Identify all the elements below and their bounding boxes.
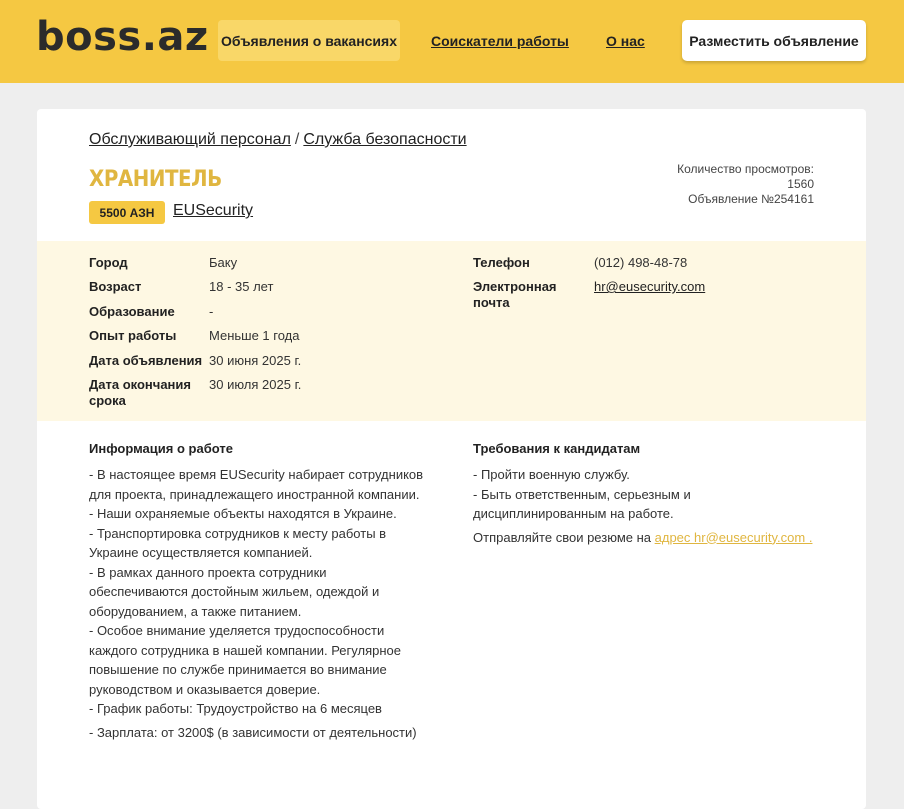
apply-email-link[interactable]: адрес hr@eusecurity.com .	[654, 529, 813, 545]
expires-label-line1: Дата окончания	[89, 377, 191, 392]
expires-label-line2: срока	[89, 393, 126, 408]
posted-label: Дата объявления	[89, 353, 203, 368]
education-value: -	[209, 304, 214, 319]
job-info-title: Информация о работе	[89, 441, 233, 456]
requirement-line: - Быть ответственным, серьезным и	[473, 486, 691, 502]
age-value: 18 - 35 лет	[209, 279, 274, 294]
info-line: оборудованием, а также питанием.	[89, 603, 302, 619]
info-line: - Транспортировка сотрудников к месту работы в	[89, 525, 387, 541]
info-line: руководством и оказывается доверие.	[89, 681, 321, 697]
email-label-line1: Электронная	[473, 279, 557, 294]
salary-badge: 5500 АЗН	[89, 201, 165, 224]
email-link[interactable]: hr@eusecurity.com	[594, 279, 706, 294]
site-header	[0, 0, 904, 83]
nav-vacancies[interactable]: Объявления о вакансиях	[218, 20, 400, 61]
job-info-text	[89, 465, 449, 742]
vacancy-title: ХРАНИТЕЛЬ	[89, 167, 222, 192]
city-label: Город	[89, 255, 128, 270]
apply-line	[473, 528, 833, 548]
post-ad-button[interactable]: Разместить объявление	[682, 20, 866, 61]
info-line: Украине осуществляется компанией.	[89, 545, 313, 560]
salary-line: - Зарплата: от 3200$ (в зависимости от деятельности)	[89, 724, 417, 740]
requirement-line: - Пройти военную службу.	[473, 467, 630, 482]
email-label-line2: почта	[473, 295, 510, 310]
views-count: 1560	[787, 177, 814, 191]
breadcrumb-separator: /	[294, 131, 300, 148]
info-line: каждого сотрудника в нашей компании. Регулярное	[89, 642, 401, 658]
phone-label: Телефон	[473, 255, 530, 270]
info-line: - Наши охраняемые объекты находятся в Украине.	[89, 506, 397, 521]
site-logo[interactable]: boss.az	[36, 14, 209, 60]
info-line: - График работы: Трудоустройство на 6 месяцев	[89, 701, 382, 716]
experience-label: Опыт работы	[89, 328, 177, 343]
requirements-text	[473, 465, 833, 547]
vacancy-details	[37, 241, 866, 421]
city-value: Баку	[209, 255, 238, 270]
info-line: обеспечиваются достойным жильем, одеждой и	[89, 584, 380, 599]
vacancy-card	[37, 109, 866, 809]
info-line: повышение по службе принимается во внимание	[89, 662, 387, 677]
company-link[interactable]: EUSecurity	[173, 202, 254, 219]
info-line: - Особое внимание уделяется трудоспособности	[89, 623, 385, 638]
expires-value: 30 июля 2025 г.	[209, 377, 302, 392]
nav-about[interactable]: О нас	[606, 33, 645, 49]
breadcrumb	[89, 131, 467, 149]
phone-value: (012) 498-48-78	[594, 255, 688, 270]
posted-value: 30 июня 2025 г.	[209, 353, 302, 368]
apply-text: Отправляйте свои резюме на	[473, 529, 655, 545]
requirements-title: Требования к кандидатам	[473, 441, 641, 456]
nav-job-seekers[interactable]: Соискатели работы	[431, 33, 569, 49]
education-label: Образование	[89, 304, 175, 319]
ad-number: Объявление №254161	[688, 192, 814, 206]
info-line: для проекта, принадлежащего иностранной компании.	[89, 486, 420, 502]
views-label: Количество просмотров:	[677, 162, 814, 176]
breadcrumb-subcategory[interactable]: Служба безопасности	[303, 131, 467, 148]
age-label: Возраст	[89, 279, 142, 294]
vacancy-meta	[677, 162, 814, 207]
requirement-line: дисциплинированным на работе.	[473, 506, 674, 521]
breadcrumb-category[interactable]: Обслуживающий персонал	[89, 131, 291, 148]
info-line: - В настоящее время EUSecurity набирает сотрудников	[89, 467, 424, 482]
info-line: - В рамках данного проекта сотрудники	[89, 564, 327, 580]
experience-value: Меньше 1 года	[209, 328, 300, 343]
